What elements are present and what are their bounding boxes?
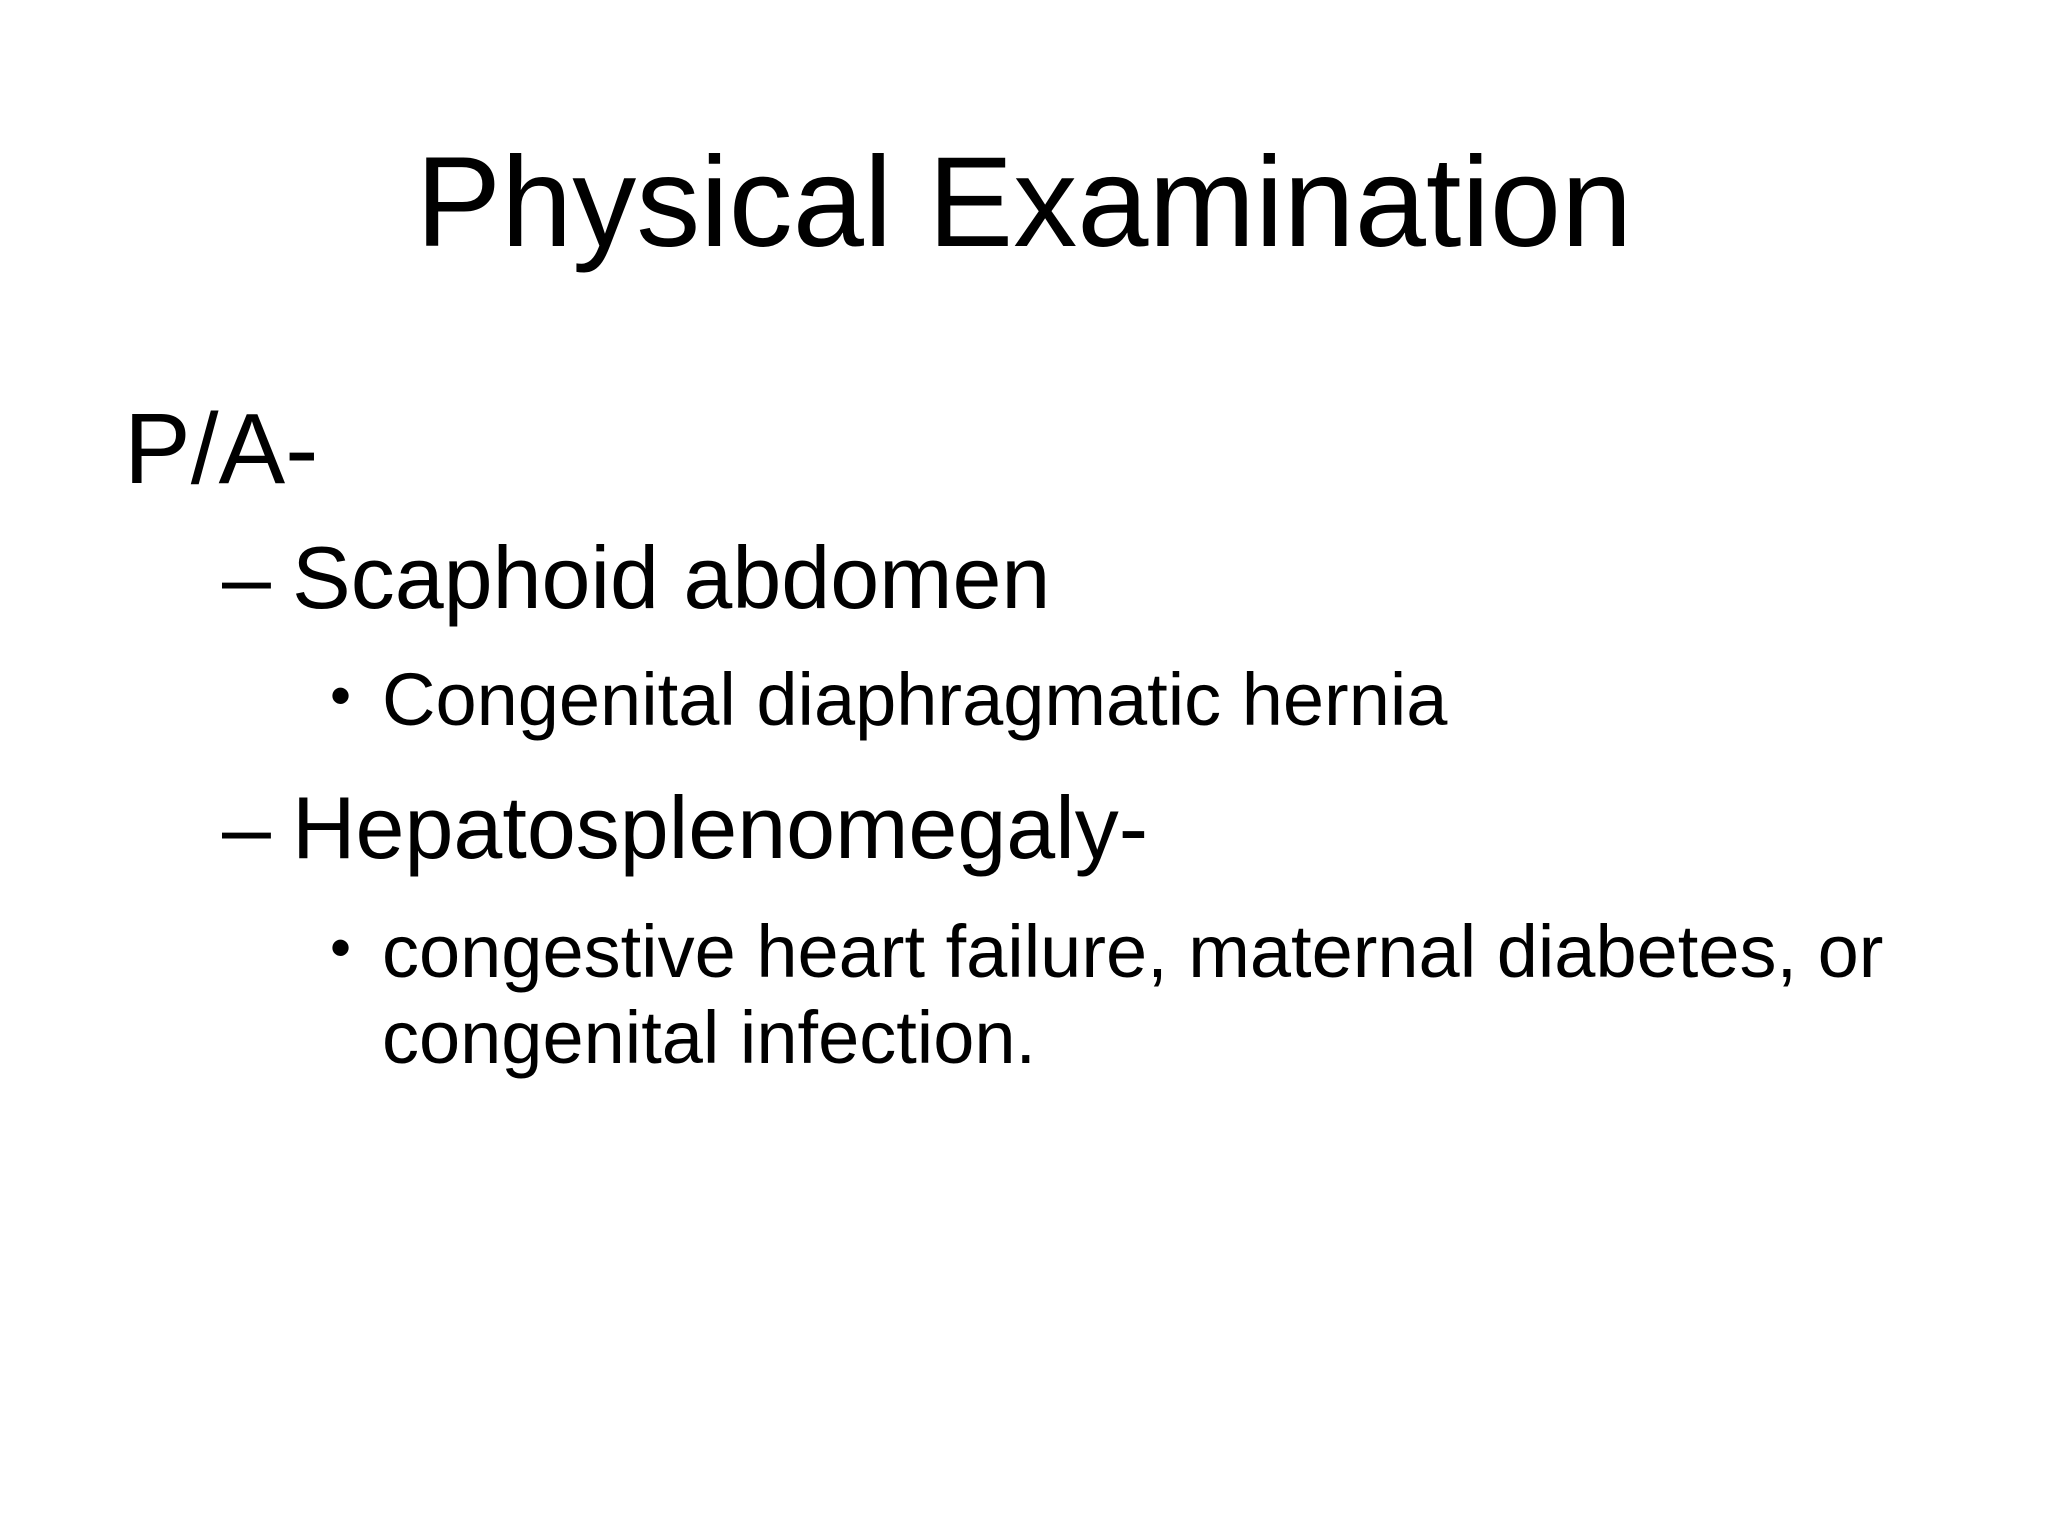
subheading-label: Hepatosplenomegaly- [292, 778, 1149, 877]
subheading-hepatosplenomegaly [222, 776, 1148, 880]
bullet-text: congestive heart failure, maternal diabetes, or congenital infection. [382, 910, 1884, 1079]
bullet-marker: • [330, 914, 352, 981]
bullet-item [330, 909, 1970, 1081]
bullet-marker: • [330, 662, 352, 729]
bullet-item [330, 657, 1970, 743]
subheading-label: Scaphoid abdomen [292, 528, 1051, 627]
dash-marker: – [222, 528, 271, 627]
subheading-scaphoid-abdomen [222, 526, 1050, 630]
bullet-text: Congenital diaphragmatic hernia [382, 658, 1448, 741]
dash-marker: – [222, 778, 271, 877]
section-heading: P/A- [124, 393, 319, 505]
slide-title: Physical Examination [415, 131, 1633, 274]
